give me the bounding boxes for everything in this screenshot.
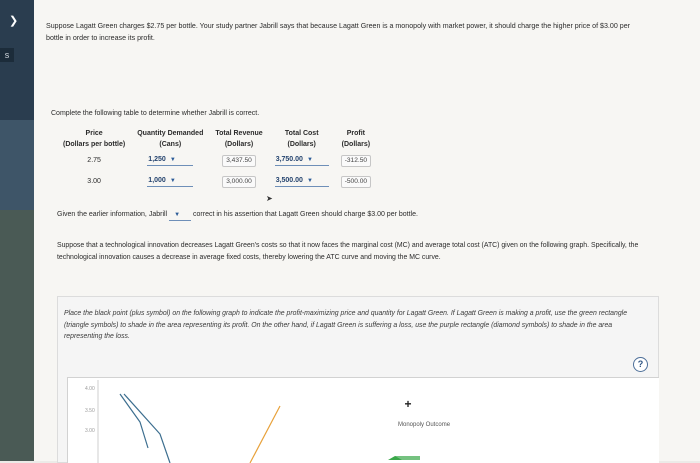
table-row xyxy=(57,171,377,192)
sidebar-background-image-lower xyxy=(0,210,34,461)
demand-curve xyxy=(120,394,148,448)
revenue-field[interactable]: 3,000.00 xyxy=(222,176,256,188)
collapse-chevron-icon[interactable]: ❯ xyxy=(9,15,19,27)
header-quantity: Quantity Demanded (Cans) xyxy=(137,130,204,148)
chevron-down-icon: ▼ xyxy=(169,178,176,184)
y-tick-label: 3.00 xyxy=(85,428,95,434)
green-rectangle-tool[interactable] xyxy=(395,456,420,460)
profit-table xyxy=(57,128,377,192)
header-price: Price (Dollars per bottle) xyxy=(63,130,126,148)
mouse-cursor-icon: ➤ xyxy=(266,194,273,203)
profit-field[interactable]: -500.00 xyxy=(341,176,371,188)
monopoly-outcome-label: Monopoly Outcome xyxy=(398,422,451,428)
correctness-dropdown[interactable] xyxy=(169,210,191,221)
y-tick-label: 3.50 xyxy=(85,408,95,414)
mc-curve xyxy=(250,406,280,463)
scenario-text: Suppose that a technological innovation decreases Lagatt Green's costs so that it now faces the marginal cost (MC) and average total cost (ATC) given on the following graph. Specifically, the technological innovation causes a decrease in average fixed costs, thereby lowering the ATC curve and moving the MC curve. xyxy=(57,242,639,261)
table-header-row xyxy=(57,128,377,150)
table-row xyxy=(57,150,377,171)
chevron-down-icon: ▼ xyxy=(306,178,313,184)
chevron-down-icon: ▼ xyxy=(169,157,176,163)
intro-text: Suppose Lagatt Green charges $2.75 per bottle. Your study partner Jabrill says that because Lagatt Green is a monopoly with market power, it should charge the higher price of $3.00 per bottle in order to increase its profit. xyxy=(46,22,631,42)
monopoly-outcome-plus-tool[interactable]: + xyxy=(404,397,412,411)
sidebar-background-image xyxy=(0,120,34,210)
sidebar-tab[interactable]: s xyxy=(0,48,14,62)
graph-instructions: Place the black point (plus symbol) on the following graph to indicate the profit-maximizing price and quantity for Lagatt Green. If Lagatt Green is making a profit, use the green rectangle (triangle symbols) to shade in the area representing its profit. On the other hand, if Lagatt Green is suffering a loss, use the purple rectangle (diamond symbols) to shade in the area representing the loss. xyxy=(64,310,628,340)
table-instruction: Complete the following table to determine whether Jabrill is correct. xyxy=(51,110,260,117)
price-cell: 3.00 xyxy=(87,178,101,185)
price-cell: 2.75 xyxy=(87,157,101,164)
question-page xyxy=(34,0,700,461)
total-cost-dropdown[interactable]: 3,500.00 ▼ xyxy=(275,176,329,187)
chevron-down-icon: ▼ xyxy=(306,157,313,163)
header-profit: Profit (Dollars) xyxy=(341,130,371,148)
help-icon[interactable]: ? xyxy=(633,357,648,372)
total-cost-dropdown[interactable]: 3,750.00 ▼ xyxy=(275,155,329,166)
marginal-revenue-curve xyxy=(124,394,170,463)
chevron-down-icon: ▼ xyxy=(174,212,181,218)
profit-field[interactable]: -312.50 xyxy=(341,155,371,167)
revenue-field[interactable]: 3,437.50 xyxy=(222,155,256,167)
header-revenue: Total Revenue (Dollars) xyxy=(215,130,263,148)
quantity-dropdown[interactable]: 1,000 ▼ xyxy=(147,176,193,187)
header-cost: Total Cost (Dollars) xyxy=(284,130,319,148)
y-tick-label: 4.00 xyxy=(85,386,95,392)
graph-question-panel xyxy=(57,296,659,463)
quantity-dropdown[interactable]: 1,250 ▼ xyxy=(147,155,193,166)
graph-canvas xyxy=(68,378,659,463)
left-sidebar xyxy=(0,0,34,461)
jabrill-conclusion: Given the earlier information, Jabrill ▼ correct in his assertion that Lagatt Green should charge $3.00 per bottle. xyxy=(57,210,418,221)
graph-area[interactable] xyxy=(67,377,659,463)
